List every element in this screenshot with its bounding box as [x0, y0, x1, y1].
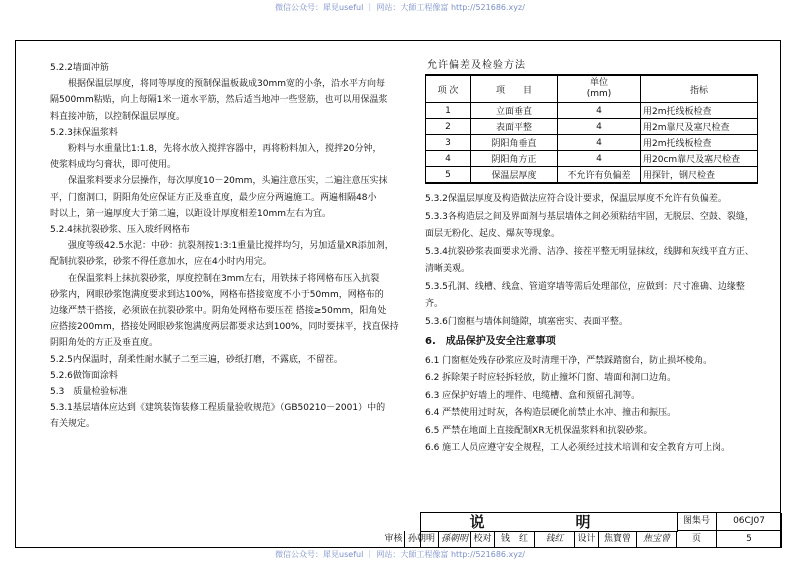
- paragraph-line: 保温浆料要求分层操作，每次厚度10－20mm，头遍注意压实，二遍注意压实抹: [68, 176, 388, 187]
- paragraph-line: 5.3.5孔洞、线槽、线盒、管道穿墙等需后处理部位，应做到：尺寸准确、边缘整齐。: [425, 281, 745, 309]
- paragraph-line: 平，门窗洞口，阴阳角处应保证方正及垂直度，最少应分两遍施工。两遍相隔48小: [50, 192, 377, 203]
- header-indicator: 指标: [641, 75, 758, 103]
- cell-indicator: 用探针，钢尺检查: [641, 167, 758, 184]
- paragraph-line: 砂浆内，网眼砂浆饱满度要求到达100%，网格布搭接宽度不小于50mm，网格布的: [50, 289, 384, 300]
- design-label: 设计: [575, 531, 599, 548]
- paragraph-line: 6.6 施工人员应遵守安全规程，工人必须经过技术培训和安全教育方可上岗。: [425, 443, 731, 453]
- paragraph-line: 5.2.3抹保温浆料: [50, 127, 118, 138]
- atlas-label: 图集号: [677, 513, 717, 531]
- check-signature: 钱红: [535, 531, 575, 548]
- paragraph-line: 粉料与水重量比1:1.8，先将水放入搅拌容器中，再将粉料加入，搅拌20分钟，: [68, 144, 382, 155]
- table-row: [426, 119, 758, 135]
- cell-indicator: 用20cm靠尺及塞尺检查: [641, 151, 758, 167]
- cell-unit: 4: [558, 151, 641, 167]
- paragraph-line: 5.3.6门窗框与墙体间缝隙，填塞密实、表面平整。: [425, 316, 628, 327]
- paragraph-line: 6.4 严禁使用过时灰，各构造层硬化前禁止水冲、撞击和振压。: [425, 408, 677, 418]
- check-label: 校对: [471, 531, 495, 548]
- check-name: 钱 红: [495, 531, 535, 548]
- paragraph-line: 面层无粉化、起皮、爆灰等现象。: [425, 229, 561, 239]
- cell-item: 阴阳角垂直: [471, 135, 558, 151]
- cell-unit: 4: [558, 119, 641, 135]
- paragraph-line: 有关规定。: [50, 419, 96, 430]
- paragraph-line: 根据保温层厚度，将同等厚度的预制保温板裁成30mm宽的小条，沿水平方向每: [68, 79, 385, 90]
- paragraph-line: 边缘严禁干搭接，必须嵌在抗裂砂浆中。阴角处网格布要压茬 搭接≥50mm，阳角处: [50, 306, 387, 317]
- atlas-number: 06CJ07: [717, 513, 782, 531]
- table-header-row: [426, 75, 758, 103]
- cell-unit: 4: [558, 103, 641, 119]
- header-index: 项 次: [426, 75, 471, 103]
- design-name: 焦寶曾: [599, 531, 637, 548]
- paragraph-line: 5.2.4抹抗裂砂浆、压入玻纤网格布: [50, 225, 190, 236]
- paragraph-line: 5.3.1基层墙体应达到《建筑装饰装修工程质量验收规范》（GB50210－2001）中的: [50, 403, 386, 414]
- table-row: [426, 151, 758, 167]
- cell-index: 5: [426, 167, 471, 184]
- paragraph-line: 6.5 严禁在地面上直接配制XR无机保温浆料和抗裂砂浆。: [425, 425, 653, 436]
- paragraph-line: 阴阳角处的方正及垂直度。: [50, 338, 159, 349]
- table-title: 允许偏差及检验方法: [427, 60, 526, 71]
- cell-unit: 4: [558, 135, 641, 151]
- section-heading: 6. 成品保护及安全注意事项: [425, 336, 556, 347]
- paragraph-line: 6.2 拆除架子时应轻拆轻放，防止撞坏门窗、墙面和洞口边角。: [425, 373, 677, 383]
- paragraph-line: 5.3.4抗裂砂浆表面要求光滑、洁净、接茬平整无明显抹纹，线脚和灰线平直方正、: [425, 246, 754, 257]
- review-label: 审核: [383, 531, 405, 548]
- review-name: 孙朝明: [405, 531, 439, 548]
- cell-item: 立面垂直: [471, 103, 558, 119]
- paragraph-line: 隔500mm粘贴，向上每隔1米一道水平筋，然后适当地冲一些竖筋，也可以用保温浆: [50, 95, 388, 106]
- cell-item: 阴阳角方正: [471, 151, 558, 167]
- paragraph-line: 5.3.2保温层厚度及构造做法应符合设计要求，保温层厚度不允许有负偏差。: [425, 194, 727, 204]
- watermark-top: 微信公众号：犀見useful ｜ 网站：大師工程像富 http://521686.xyz/: [275, 3, 525, 12]
- design-signature: 焦宝曾: [637, 531, 677, 548]
- paragraph-line: 清晰美观。: [425, 264, 471, 274]
- cell-indicator: 用2m靠尺及塞尺检查: [641, 119, 758, 135]
- cell-index: 2: [426, 119, 471, 135]
- tolerance-table: [425, 74, 758, 184]
- paragraph-line: 料直接冲筋，以控制保温层厚度。: [50, 111, 186, 122]
- right-text: [425, 191, 760, 458]
- cell-indicator: 用2m托线板检查: [641, 103, 758, 119]
- paragraph-line: 使浆料成均匀膏状，即可使用。: [50, 160, 177, 171]
- cell-item: 表面平整: [471, 119, 558, 135]
- cell-index: 4: [426, 151, 471, 167]
- paragraph-line: 5.2.6做饰面涂料: [50, 370, 118, 381]
- left-column: [50, 60, 420, 433]
- review-signature: 孫朝明: [439, 531, 471, 548]
- page-label: 页: [677, 531, 717, 548]
- paragraph-line: 5.2.2墙面冲筋: [50, 63, 109, 73]
- watermark-bottom: 微信公众号：犀見useful ｜ 网站：大師工程像富 http://521686.xyz/: [275, 550, 525, 559]
- right-column: [425, 56, 760, 458]
- paragraph-line: 5.3 质量检验标准: [50, 387, 128, 398]
- cell-index: 1: [426, 103, 471, 119]
- paragraph-line: 应搭接200mm，搭接处网眼砂浆饱满度两层都要求达到100%，同时要抹平，找直保持: [50, 322, 399, 333]
- paragraph-line: 6.1 门窗框处残存砂浆应及时清理干净，严禁踩踏窗台，防止损坏棱角。: [425, 355, 713, 366]
- paragraph-line: 5.3.3各构造层之间及界面剂与基层墙体之间必须粘结牢固，无脱层、空鼓、裂缝，: [425, 211, 754, 222]
- paragraph-line: 强度等级42.5水泥：中砂：抗裂剂按1:3:1重量比搅拌均匀，另加适量XR添加剂，: [68, 241, 394, 252]
- cell-item: 保温层厚度: [471, 167, 558, 184]
- paragraph-line: 6.3 应保护好墙上的埋件、电缆槽、盒和预留孔洞等。: [425, 390, 641, 401]
- title-block: [384, 512, 781, 548]
- table-row: [426, 103, 758, 119]
- cell-indicator: 用2m托线板检查: [641, 135, 758, 151]
- page-number: 5: [717, 531, 782, 548]
- header-item: 项 目: [471, 75, 558, 103]
- table-row: [426, 167, 758, 184]
- header-unit: 单位 (mm): [558, 75, 641, 103]
- paragraph-line: 配制抗裂砂浆，砂浆不得任意加水，应在4小时内用完。: [50, 257, 272, 268]
- paragraph-line: 时以上，第一遍厚度大于第二遍，以距设计厚度相差10mm左右为宜。: [50, 208, 331, 219]
- table-body: [426, 103, 758, 184]
- cell-index: 3: [426, 135, 471, 151]
- paragraph-line: 在保温浆料上抹抗裂砂浆，厚度控制在3mm左右，用铁抹子将网格布压入抗裂: [68, 273, 380, 284]
- cell-unit: 不允许有负偏差: [558, 167, 641, 184]
- title-block-title: 说 明: [421, 513, 678, 532]
- paragraph-line: 5.2.5内保温时，刮柔性耐水腻子二至三遍，砂纸打磨，不露底，不留茬。: [50, 354, 343, 365]
- table-row: [426, 135, 758, 151]
